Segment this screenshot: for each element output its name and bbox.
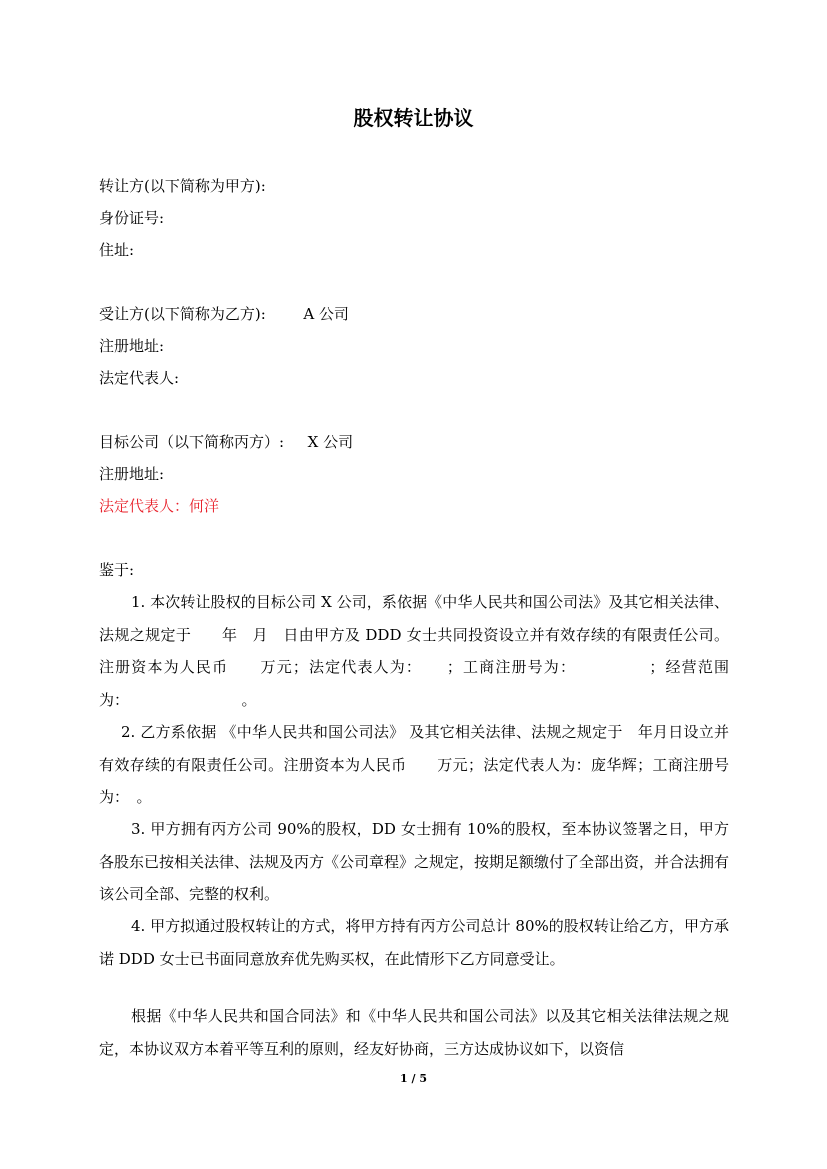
transferee-line [99, 303, 349, 325]
target-line [99, 431, 353, 453]
transferor-id: 身份证号: [99, 209, 165, 227]
closing-paragraph: 根据《中华人民共和国合同法》和《中华人民共和国公司法》以及其它相关法律法规之规定，本协议双方本着平等互利的原则，经友好协商，三方达成协议如下，以资信 [99, 1007, 729, 1058]
target-label: 目标公司（以下简称丙方）: [99, 433, 285, 451]
transferee-label: 受让方(以下简称为乙方): [99, 305, 266, 323]
clause-2: 2. 乙方系依据 《中华人民共和国公司法》 及其它相关法律、法规之规定于 年月日设立并有效存续的有限责任公司。注册资本为人民币 万元；法定代表人为：庞华辉；工商注册号为： 。 [99, 723, 729, 806]
transferee-legal-rep: 法定代表人: [99, 369, 180, 387]
clause-3: 3. 甲方拥有丙方公司 90%的股权，DD 女士拥有 10%的股权，至本协议签署之日，甲方各股东已按相关法律、法规及丙方《公司章程》之规定，按期足额缴付了全部出资，并合法拥有该公司全部、完整的权利。 [99, 820, 730, 903]
document-title: 股权转让协议 [353, 106, 474, 130]
transferor-label: 转让方(以下简称为甲方): [99, 177, 266, 195]
target-reg-address: 注册地址: [99, 465, 165, 483]
target-name: X 公司 [307, 433, 354, 451]
target-legal-rep: 法定代表人：何洋 [99, 497, 220, 515]
clause-4: 4. 甲方拟通过股权转让的方式，将甲方持有丙方公司总计 80%的股权转让给乙方，甲方承诺 DDD 女士已书面同意放弃优先购买权，在此情形下乙方同意受让。 [99, 917, 729, 968]
clause-1: 1. 本次转让股权的目标公司 X 公司，系依据《中华人民共和国公司法》及其它相关法律、法规之规定于 年 月 日由甲方及 DDD 女士共同投资设立并有效存续的有限责任公司。注册资本为人民币 万元；法定代表人为： ；工商注册号为： ；经营范围为： 。 [99, 593, 729, 709]
transferee-name: A 公司 [303, 305, 349, 323]
transferee-reg-address: 注册地址: [99, 337, 165, 355]
whereas-heading: 鉴于: [99, 561, 135, 579]
transferor-address: 住址: [99, 241, 135, 259]
page-number: 1 / 5 [400, 1072, 427, 1085]
